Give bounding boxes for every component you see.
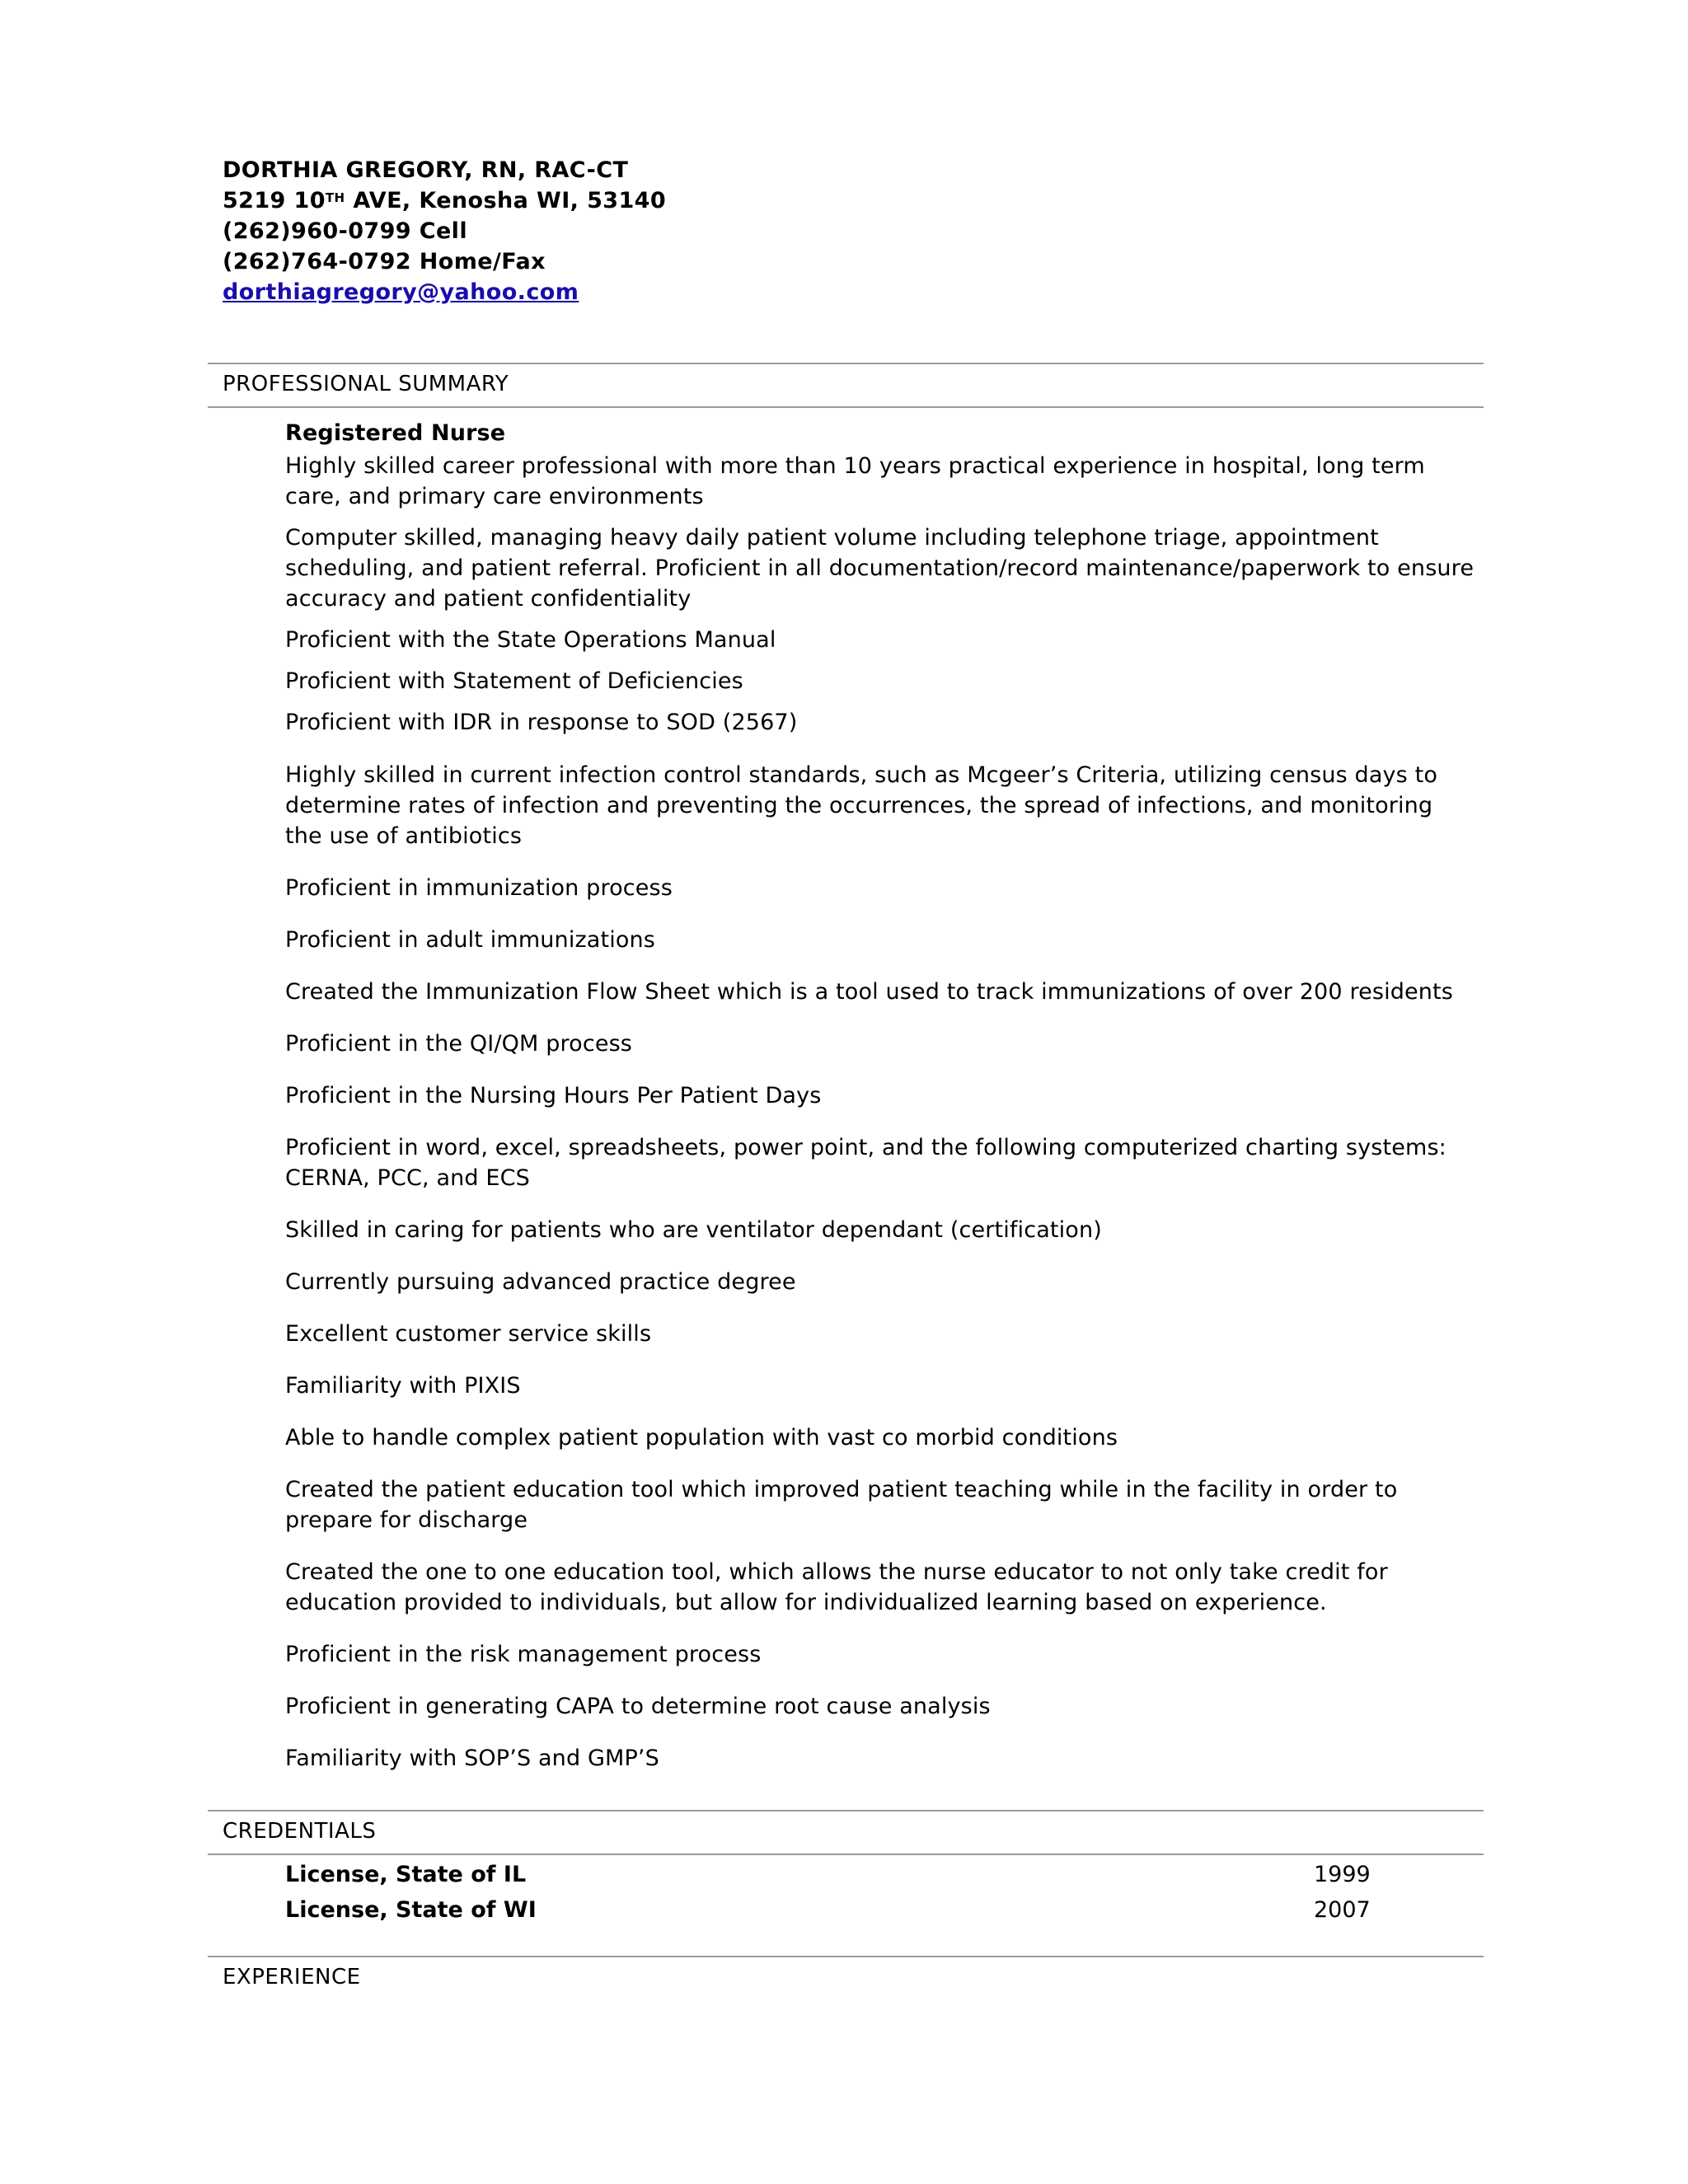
- summary-item: Familiarity with SOP’S and GMP’S: [285, 1746, 659, 1771]
- summary-item: Proficient in the Nursing Hours Per Patient Days: [285, 1083, 822, 1108]
- divider: [208, 1956, 1484, 1957]
- summary-item: Proficient with IDR in response to SOD (2567): [285, 710, 798, 735]
- summary-item: Proficient with the State Operations Manual: [285, 627, 776, 653]
- divider: [208, 1810, 1484, 1811]
- summary-item: Proficient in the QI/QM process: [285, 1031, 633, 1057]
- summary-item: Familiarity with PIXIS: [285, 1373, 521, 1399]
- summary-item: Excellent customer service skills: [285, 1321, 652, 1347]
- divider: [208, 363, 1484, 364]
- contact-block: [223, 155, 666, 307]
- credential-row: [285, 1892, 1373, 1928]
- section-title-experience: EXPERIENCE: [223, 1965, 361, 1990]
- summary-item: Skilled in caring for patients who are ventilator dependant (certification): [285, 1217, 1102, 1243]
- summary-item: Currently pursuing advanced practice degree: [285, 1269, 796, 1295]
- summary-item: Proficient in immunization process: [285, 875, 673, 901]
- summary-item: Highly skilled career professional with more than 10 years practical experience in hospital, long term care, and primary care environments: [285, 453, 1425, 509]
- credential-name: License, State of WI: [285, 1897, 537, 1923]
- section-title-professional-summary: PROFESSIONAL SUMMARY: [223, 372, 509, 396]
- summary-item: Computer skilled, managing heavy daily patient volume including telephone triage, appointment scheduling, and patient referral. Proficient in all documentation/record maintenance/paperwork to ensure accuracy and patient confidentiality: [285, 525, 1475, 612]
- address-suffix: TH: [325, 190, 345, 205]
- address-line: [223, 185, 666, 216]
- summary-item: Proficient in word, excel, spreadsheets, power point, and the following computerized charting systems: CERNA, PCC, and ECS: [285, 1135, 1447, 1191]
- summary-subhead: Registered Nurse: [285, 420, 506, 446]
- email-link[interactable]: dorthiagregory@yahoo.com: [223, 279, 579, 305]
- summary-item: Created the patient education tool which improved patient teaching while in the facility in order to prepare for discharge: [285, 1477, 1398, 1533]
- summary-item: Proficient in generating CAPA to determine root cause analysis: [285, 1694, 991, 1719]
- summary-item: Proficient in adult immunizations: [285, 927, 656, 953]
- summary-item: Highly skilled in current infection control standards, such as Mcgeer’s Criteria, utilizing census days to determine rates of infection and preventing the occurrences, the spread of infections, and monitoring the use of antibiotics: [285, 762, 1438, 849]
- credential-year: 1999: [1314, 1862, 1371, 1887]
- summary-item: Able to handle complex patient population with vast co morbid conditions: [285, 1425, 1118, 1451]
- divider: [208, 406, 1484, 408]
- credential-row: [285, 1857, 1373, 1892]
- address-number: 5219 10: [223, 188, 326, 213]
- summary-item: Proficient with Statement of Deficiencies: [285, 668, 743, 694]
- summary-item: Created the one to one education tool, which allows the nurse educator to not only take credit for education provided to individuals, but allow for individualized learning based on experience.: [285, 1559, 1388, 1615]
- applicant-name: DORTHIA GREGORY, RN, RAC-CT: [223, 157, 629, 183]
- address-rest: AVE, Kenosha WI, 53140: [345, 188, 667, 213]
- professional-summary: [285, 418, 1475, 1774]
- credentials-list: [285, 1857, 1373, 1928]
- summary-item: Created the Immunization Flow Sheet which is a tool used to track immunizations of over 200 residents: [285, 979, 1454, 1005]
- home-fax-phone: (262)764-0792 Home/Fax: [223, 249, 546, 274]
- divider: [208, 1854, 1484, 1855]
- cell-phone: (262)960-0799 Cell: [223, 218, 467, 244]
- section-title-credentials: CREDENTIALS: [223, 1819, 377, 1844]
- credential-name: License, State of IL: [285, 1862, 527, 1887]
- summary-item: Proficient in the risk management process: [285, 1642, 762, 1667]
- credential-year: 2007: [1314, 1897, 1371, 1923]
